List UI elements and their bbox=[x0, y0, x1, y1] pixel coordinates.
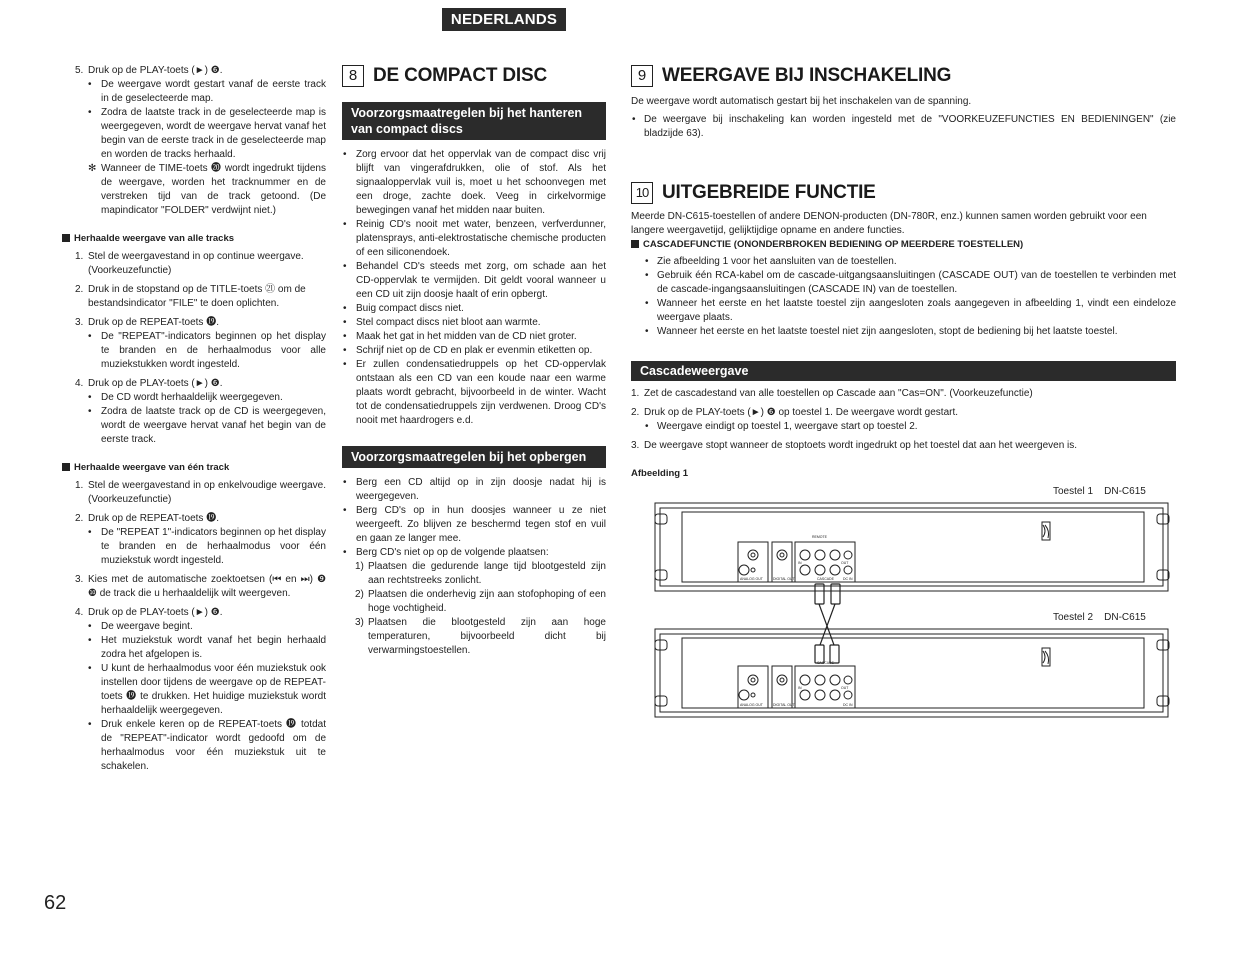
cascade-label: CASCADE bbox=[817, 577, 834, 581]
section-number: 9 bbox=[631, 65, 653, 87]
list-item: • Weergave eindigt op toestel 1, weergave start op toestel 2. bbox=[631, 420, 1176, 434]
list-item: 4. Druk op de PLAY-toets (►) ❻. bbox=[75, 378, 223, 389]
list-item: 1. Zet de cascadestand van alle toestellen op Cascade aan "Cas=ON". (Voorkeuzefunctie) bbox=[631, 388, 1033, 399]
cascade-label: CASCADE bbox=[817, 661, 834, 665]
subheading-cascade: CASCADEFUNCTIE (ONONDERBROKEN BEDIENING OP MEERDERE TOESTELLEN) bbox=[631, 238, 1176, 252]
list-item: • Schrijf niet op de CD en plak er evenmin etiketten op. bbox=[342, 344, 606, 358]
list-item: 1) Plaatsen die gedurende lange tijd blootgesteld zijn aan rechtstreeks zonlicht. bbox=[355, 561, 606, 586]
list-item: 3) Plaatsen die blootgesteld zijn aan hoge temperaturen, bijvoorbeeld dicht bij verwarmingstoestellen. bbox=[355, 617, 606, 656]
list-item: 3. De weergave stopt wanneer de stoptoets wordt ingedrukt op het toestel dat aan het weergeven is. bbox=[631, 440, 1078, 451]
section-number: 8 bbox=[342, 65, 364, 87]
column-3 bbox=[631, 64, 1176, 481]
remote-label: REMOTE bbox=[812, 535, 827, 539]
figure-label: Afbeelding 1 bbox=[631, 468, 689, 479]
dc-label: DC IN bbox=[843, 703, 853, 707]
unit-1-rear-panel bbox=[655, 503, 1169, 591]
list-item: • Wanneer het eerste en het laatste toestel zijn aangesloten zoals aangegeven in afbeelding 1, vindt een eindeloze weergave plaats. bbox=[631, 297, 1176, 325]
list-item: 2. Druk op de PLAY-toets (►) ❻ op toestel 1. De weergave wordt gestart. bbox=[631, 407, 959, 418]
square-bullet-icon bbox=[631, 240, 639, 248]
rca-cable bbox=[815, 584, 840, 663]
list-item: 3. Druk op de REPEAT-toets ⓳. bbox=[75, 317, 219, 328]
list-item: • Er zullen condensatiedruppels op het CD-oppervlak ontstaan als een CD van een koude naar een warme plaats wordt gebracht, bijvoorbeeld in de winter. Wacht tot de condensatiedruppels zijn verdwenen. Droog CD's nooit met haardrogers e.d. bbox=[342, 358, 606, 428]
list-item: 1. Stel de weergavestand in op continue weergave. (Voorkeuzefunctie) bbox=[75, 251, 304, 276]
list-item: 2. Druk in de stopstand op de TITLE-toets ㉑ om de bestandsindicator "FILE" te doen oplichten. bbox=[75, 284, 306, 309]
list-item: • Zorg ervoor dat het oppervlak van de compact disc vrij blijft van vingerafdrukken, olie of stof. Als het signaaloppervlak vuil is, moet u het schoonvegen met een droge, zachte doek. Veeg in cirkelvormige bewegingen vanaf het midden naar buiten. bbox=[342, 148, 606, 218]
paragraph: Meerde DN-C615-toestellen of andere DENON-producten (DN-780R, enz.) kunnen samen worden gebruikt voor een langere weergavetijd, gelijktijdige opname en andere functies. bbox=[631, 211, 1147, 236]
digital-label: DIGITAL OUT bbox=[773, 703, 795, 707]
section-title-compact-disc: 8 DE COMPACT DISC bbox=[342, 64, 606, 88]
page-number: 62 bbox=[44, 892, 67, 914]
list-item: • Stel compact discs niet bloot aan warmte. bbox=[342, 316, 606, 330]
digital-label: DIGITAL OUT bbox=[773, 577, 795, 581]
asterisk-icon: ✻ bbox=[88, 163, 97, 174]
subheading-repeat-all: Herhaalde weergave van alle tracks bbox=[62, 232, 326, 246]
language-tab: NEDERLANDS bbox=[442, 8, 566, 31]
list-item: • Berg CD's niet op op de volgende plaatsen: bbox=[342, 546, 606, 560]
list-item: • De weergave wordt gestart vanaf de eerste track in de geselecteerde map. bbox=[62, 78, 326, 106]
analog-label: ANALOG OUT bbox=[740, 703, 763, 707]
subsection-bar-cascade-play: Cascadeweergave bbox=[631, 361, 1176, 381]
list-item: • Berg CD's op in hun doosjes wanneer u ze niet weergeeft. Zo blijven ze beschermd tegen stof en vuil en gaan ze langer mee. bbox=[342, 504, 606, 546]
list-item: • Buig compact discs niet. bbox=[342, 302, 606, 316]
section-title-power-on-play: 9 WEERGAVE BIJ INSCHAKELING bbox=[631, 64, 1176, 88]
list-item: • U kunt de herhaalmodus voor één muziekstuk ook instellen door tijdens de weergave op de REPEAT-toets ⓳ te drukken. Het huidige muziekstuk wordt herhaaldelijk weergegeven. bbox=[62, 662, 326, 718]
unit-2-rear-panel bbox=[655, 629, 1169, 717]
column-2 bbox=[342, 64, 606, 658]
list-item: • De "REPEAT 1"-indicators beginnen op het display te branden en de herhaalmodus voor één muziekstuk wordt ingesteld. bbox=[62, 526, 326, 568]
list-item: • Zie afbeelding 1 voor het aansluiten van de toestellen. bbox=[631, 255, 1176, 269]
column-1 bbox=[62, 64, 326, 774]
list-item: • Maak het gat in het midden van de CD niet groter. bbox=[342, 330, 606, 344]
analog-label: ANALOG OUT bbox=[740, 577, 763, 581]
device-label-2: Toestel 2 DN-C615 bbox=[1053, 612, 1146, 623]
cascade-diagram bbox=[652, 500, 1172, 725]
paragraph: De weergave wordt automatisch gestart bij het inschakelen van de spanning. bbox=[631, 96, 972, 107]
list-item: 2) Plaatsen die onderhevig zijn aan stofophoping of een hoge vochtigheid. bbox=[355, 589, 606, 614]
list-item: • Gebruik één RCA-kabel om de cascade-uitgangsaansluitingen (CASCADE OUT) van de toestellen te verbinden met de cascade-ingangsaansluitingen (CASCADE IN) van de toestellen. bbox=[631, 269, 1176, 297]
step-5: 5. Druk op de PLAY-toets (►) ❻. bbox=[75, 65, 223, 76]
list-item: • De "REPEAT"-indicators beginnen op het display te branden en de herhaalmodus voor alle muziekstukken wordt ingesteld. bbox=[62, 330, 326, 372]
list-item: • Behandel CD's steeds met zorg, om schade aan het CD-oppervlak te vermijden. Dit geldt vooral wanneer u een CD uit zijn doosje haalt of erin opbergt. bbox=[342, 260, 606, 302]
list-item: • Zodra de laatste track op de CD is weergegeven, wordt de weergave hervat vanaf het begin van de eerste track. bbox=[62, 405, 326, 447]
list-item: 1. Stel de weergavestand in op enkelvoudige weergave. (Voorkeuzefunctie) bbox=[75, 480, 326, 505]
list-item: • De weergave begint. bbox=[62, 620, 326, 634]
subheading-repeat-one: Herhaalde weergave van één track bbox=[62, 461, 326, 475]
note-item: ✻ Wanneer de TIME-toets ⓴ wordt ingedrukt tijdens de weergave, worden het tracknummer en de verstreken tijd van de track getoond. (De mapindicator "FOLDER" verdwijnt niet.) bbox=[88, 163, 326, 216]
list-item: • Berg een CD altijd op in zijn doosje nadat hij is weergegeven. bbox=[342, 476, 606, 504]
device-label-1: Toestel 1 DN-C615 bbox=[1053, 486, 1146, 497]
list-item: • Wanneer het eerste en het laatste toestel niet zijn aangesloten, stopt de bediening bij het laatste toestel. bbox=[631, 325, 1176, 339]
dc-label: DC IN bbox=[843, 577, 853, 581]
list-item: 2. Druk op de REPEAT-toets ⓳. bbox=[75, 513, 219, 524]
in-label: IN bbox=[798, 686, 802, 690]
list-item: 3. Kies met de automatische zoektoetsen (⏮ en ⏭) ❾ ❿ de track die u herhaaldelijk wilt weergeven. bbox=[75, 574, 326, 599]
list-item: 4. Druk op de PLAY-toets (►) ❻. bbox=[75, 607, 223, 618]
list-item: • Druk enkele keren op de REPEAT-toets ⓳ totdat de "REPEAT"-indicator wordt gedoofd om de herhaalmodus voor één muziekstuk uit te schakelen. bbox=[62, 718, 326, 774]
list-item: • Reinig CD's nooit met water, benzeen, verfverdunner, platensprays, anti-elektrostatische chemische producten of een siliconendoek. bbox=[342, 218, 606, 260]
list-item: • De weergave bij inschakeling kan worden ingesteld met de "VOORKEUZEFUNCTIES EN BEDIENINGEN" (zie bladzijde 63). bbox=[631, 113, 1176, 141]
subsection-bar-storage: Voorzorgsmaatregelen bij het opbergen bbox=[342, 446, 606, 468]
subsection-bar-handling: Voorzorgsmaatregelen bij het hanteren van compact discs bbox=[342, 102, 606, 140]
list-item: • Het muziekstuk wordt vanaf het begin herhaald zodra het afgelopen is. bbox=[62, 634, 326, 662]
out-label: OUT bbox=[841, 686, 849, 690]
out-label: OUT bbox=[841, 561, 849, 565]
list-item: • Zodra de laatste track in de geselecteerde map is weergegeven, wordt de weergave hervat vanaf het begin van de eerste track in de geselecteerde map en worden de tracks herhaald. bbox=[62, 106, 326, 162]
section-title-extended-function: 10 UITGEBREIDE FUNCTIE bbox=[631, 181, 1176, 205]
section-number: 10 bbox=[631, 182, 653, 204]
square-bullet-icon bbox=[62, 234, 70, 242]
in-label: IN bbox=[798, 561, 802, 565]
square-bullet-icon bbox=[62, 463, 70, 471]
list-item: • De CD wordt herhaaldelijk weergegeven. bbox=[62, 391, 326, 405]
